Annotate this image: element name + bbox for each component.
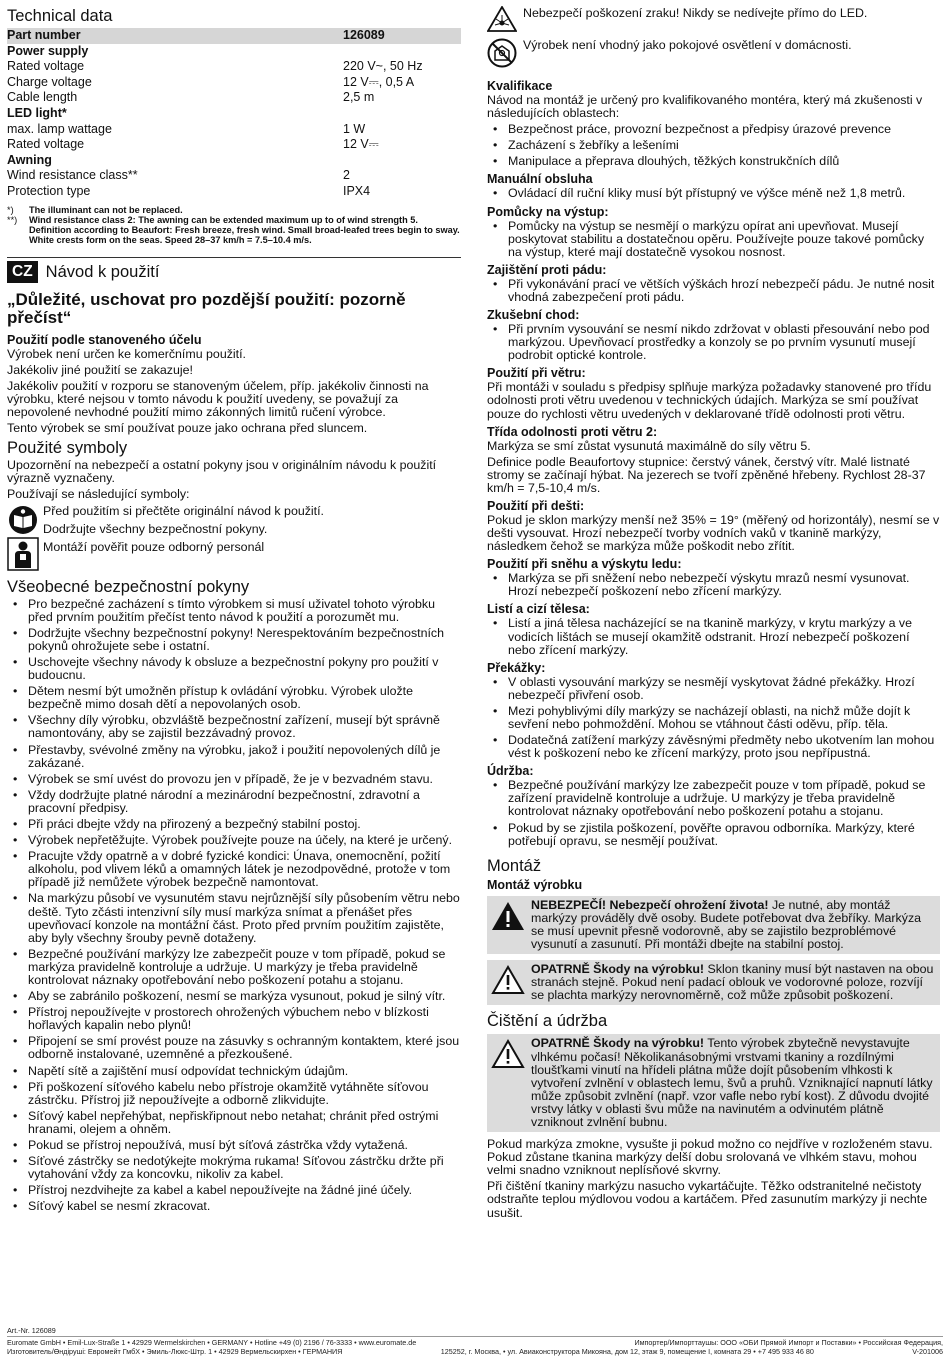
list-item: • Bezpečné používání markýzy lze zabezpečit pouze v tom případě, pokud se zařízení pravidelně kontroluje a udržuje. U markýzy je třeba pravidelně kontrolovat náznaky opotřebování nebo poškození potahu a stojanu.	[487, 779, 940, 818]
list-item: • Při poškození síťového kabelu nebo přístroje okamžitě vytáhněte síťovou zástrčku. Přístroj již nepoužívejte a odborně zlikvidujte.	[7, 1081, 461, 1107]
spec-row	[7, 137, 461, 153]
list-item: • Výrobek nepřetěžujte. Výrobek používejte pouze na účely, na které je určený.	[7, 834, 461, 847]
list-item: • Pokud se přístroj nepoužívá, musí být síťová zástrčka vždy vytažená.	[7, 1139, 461, 1152]
language-badge: CZ	[7, 261, 38, 283]
footer-art-nr: Art.-Nr. 126089	[7, 1326, 56, 1335]
footer-version: V-201006	[912, 1347, 943, 1356]
general-safety-heading: Všeobecné bezpečnostní pokyny	[7, 577, 250, 596]
spec-label: max. lamp wattage	[7, 121, 112, 136]
list-item: • Napětí sítě a zajištění musí odpovídat technickým údajům.	[7, 1065, 461, 1078]
list-item: • Pomůcky na výstup se nesmějí o markýzu opírat ani upevňovat. Musejí poskytovat stabilitu a dostatečnou opěru. Používejte pouze takové pomůcky na výstup, které mají dostatečně vysokou nosnost.	[487, 220, 940, 259]
list-item: • Výrobek se smí uvést do provozu jen v případě, že je v bezvadném stavu.	[7, 773, 461, 786]
footer-divider	[7, 1336, 943, 1337]
symbol-legend	[7, 505, 461, 573]
paragraph: Markýza se smí zůstat vysunutá maximálně do síly větru 5.	[487, 438, 811, 453]
list-item: • Ovládací díl ruční kliky musí být přístupný ve výšce méně než 1,8 metrů.	[487, 187, 940, 200]
paragraph: Definice podle Beaufortovy stupnice: čerstvý vánek, čerstvý vítr. Malé listnaté stromy se začínají hýbat. Na jezerech se tvoří zpěněné hřebeny. Rychlost 28-37 km/h = 7,5-10,4 m/s.	[487, 454, 926, 495]
spec-row	[7, 90, 461, 106]
spec-label: Awning	[7, 152, 52, 167]
paragraph: Pokud markýza zmokne, vysušte ji pokud možno co nejdříve v rozloženém stavu. Pokud zůstane tkanina markýzy delší dobu srolovaná ve vlhkém stavu, mohou velmi snadno vzniknout neplísňové skvrny.	[487, 1137, 933, 1178]
manual-operation-list	[487, 187, 940, 200]
household-lighting-warning-text: Výrobek není vhodný jako pokojové osvětlení v domácnosti.	[523, 38, 852, 52]
list-item: • Přístroj nepoužívejte v prostorech ohrožených výbuchem nebo v blízkosti hořlavých kapalin nebo plynů!	[7, 1006, 461, 1032]
spec-value: 220 V~, 50 Hz	[343, 59, 423, 74]
wind-class-heading: Třída odolnosti proti větru 2:	[487, 424, 658, 439]
general-safety-list	[7, 598, 461, 1214]
qualification-heading: Kvalifikace	[487, 79, 553, 93]
spec-group-row	[7, 106, 461, 122]
list-item: • Dodatečná zatížení markýzy závěsnými předměty nebo ukotvením lan mohou vést k poškození nebo ke zřícení markýzy, proto jsou nepřípustná.	[487, 734, 940, 760]
list-item: • Při prvním vysouvání se nesmí nikdo zdržovat v oblasti přesouvání nebo pod markýzou. Upevňovací prostředky a konzoly se po prvním vysunutí musejí podrobit optické kontrole.	[487, 323, 940, 362]
eye-damage-warning-text: Nebezpečí poškození zraku! Nikdy se nedívejte přímo do LED.	[523, 6, 868, 20]
paragraph: Jakékoliv použití v rozporu se stanoveným účelem, příp. jakékoliv činnosti na výrobku, které nejsou v tomto návodu k použití uvedeny, se považují za nepovolené nevhodné použití mimo zákonných limitů ručení výrobce.	[7, 378, 429, 420]
list-item: • Vždy dodržujte platné národní a mezinárodní bezpečnostní, zdravotní a pracovní předpisy.	[7, 789, 461, 815]
spec-row	[7, 184, 461, 200]
leaves-heading: Listí a cizí tělesa:	[487, 602, 590, 617]
spec-label: Protection type	[7, 183, 91, 198]
spec-label: Wind resistance class**	[7, 168, 138, 183]
spec-value: 1 W	[343, 121, 366, 136]
paragraph: Upozornění na nebezpečí a ostatní pokyny jsou v originálním návodu k použití výrazně vyznačeny.	[7, 458, 437, 486]
list-item: • Bezpečnost práce, provozní bezpečnost a předpisy úrazové prevence	[487, 123, 940, 136]
list-item: • Dětem nesmí být umožněn přístup k ovládání výrobku. Výrobek uložte bezpečně mimo dosah dětí a nepovolaných osob.	[7, 685, 461, 711]
page-footer	[7, 1326, 943, 1357]
list-item: • Na markýzu působí ve vysunutém stavu nejrůznější síly působením větru nebo deště. Tyto zčásti intenzivní síly musí markýza snímat a přenášet přes upevňovací konzole na montážní část. Proto před prvním použitím zajistěte, aby byly všechny šrouby pevně dotaženy.	[7, 892, 461, 944]
spec-label: Rated voltage	[7, 137, 85, 152]
climbing-aids-list	[487, 220, 940, 259]
intended-use-heading: Použití podle stanoveného účelu	[7, 332, 202, 347]
danger-warning-box	[487, 896, 940, 954]
wind-use-heading: Použití při větru:	[487, 366, 586, 381]
qualification-text: Návod na montáž je určený pro kvalifikovaného montéra, který má zkušenosti v následujících oblastech:	[487, 93, 923, 121]
spec-row	[7, 168, 461, 184]
assembly-heading: Montáž	[487, 856, 542, 875]
footer-importer: Импортер/Импорттаушы: ООО «ОБИ Прямой Импорт и Поставки» • Российская Федерация,	[634, 1337, 943, 1347]
obstacles-heading: Překážky:	[487, 660, 546, 675]
test-run-list	[487, 323, 940, 362]
symbol-description: Dodržujte všechny bezpečnostní pokyny.	[43, 521, 268, 536]
footnote-text: The illuminant can not be replaced.	[29, 204, 183, 215]
paragraph: Při čištění tkaniny markýzu nasucho vykartáčujte. Těžko odstranitelné nečistoty odstraňte teplou mýdlovou vodou a kartáčem. Před zasunutím markýzy ji nechte usušit.	[487, 1179, 928, 1220]
right-column	[487, 6, 940, 1223]
fall-protection-heading: Zajištění proti pádu:	[487, 262, 607, 277]
danger-text: Je nutné, aby montáž markýzy prováděly dvě osoby. Budete potřebovat dva žebříky. Markýza se musí upevnit přesně vodorovně, aby se zajistilo bezproblémové vysunutí a zasunutí. Při montáži dbejte na stabilní postoj.	[531, 897, 922, 952]
caution-warning-box	[487, 960, 940, 1005]
list-item: • Bezpečné používání markýzy lze zabezpečit pouze v tom případě, pokud se markýza pravidelně kontroluje a udržuje. U markýzy je třeba pravidelně kontrolovat náznaky opotřebování nebo poškození potahu a stojanu.	[7, 948, 461, 987]
spec-value: IPX4	[343, 183, 371, 198]
caution-icon	[491, 1037, 525, 1129]
footer-row-2	[7, 1347, 943, 1357]
maintenance-heading: Údržba:	[487, 764, 534, 779]
rain-use-heading: Použití při dešti:	[487, 498, 585, 513]
no-household-lighting-icon	[487, 38, 517, 68]
spec-value: 2,5 m	[343, 90, 375, 105]
list-item: • Uschovejte všechny návody k obsluze a bezpečnostní pokyny pro použití v budoucnu.	[7, 656, 461, 682]
list-item: • Mezi pohyblivými díly markýzy se nacházejí oblasti, na nichž může dojít k sevření nebo pohmoždění. Mohou se vtáhnout části oděvu, příp. těla.	[487, 705, 940, 731]
caution-icon	[491, 963, 525, 1002]
part-number-label: Part number	[7, 28, 81, 42]
cleaning-caution-label: OPATRNĚ Škody na výrobku!	[531, 1036, 705, 1051]
list-item: • Při vykonávání prací ve větších výškách hrozí nebezpečí pádu. Je nutné nosit vhodná zabezpečení proti pádu.	[487, 278, 940, 304]
part-number-value: 126089	[343, 28, 385, 42]
technical-data-title: Technical data	[7, 7, 113, 25]
test-run-heading: Zkušební chod:	[487, 308, 580, 323]
spec-row	[7, 59, 461, 75]
spec-row	[7, 75, 461, 91]
list-item: • Aby se zabránilo poškození, nesmí se markýza vysunout, pokud je silný vítr.	[7, 990, 461, 1003]
list-item: • Listí a jiná tělesa nacházející se na tkanině markýzy, v krytu markýzy a ve vodicích lištách se musejí okamžitě odstranit. Hrozí nebezpečí poškození nebo zřícení markýzy.	[487, 617, 940, 656]
cz-header	[7, 261, 461, 283]
wind-class-text	[487, 440, 940, 495]
paragraph: Jakékoliv jiné použití se zakazuje!	[7, 362, 193, 377]
manual-operation-heading: Manuální obsluha	[487, 172, 593, 187]
spec-label: Rated voltage	[7, 59, 85, 74]
list-item: • Přístroj nezdvihejte za kabel a kabel nepoužívejte na žádné jiné účely.	[7, 1184, 461, 1197]
footnote	[7, 215, 461, 246]
cleaning-caution-box	[487, 1034, 940, 1132]
list-item: • Síťový kabel nepřehýbat, nepřiskřipnout nebo netahat; chránit před ostrými hranami, olejem a ohněm.	[7, 1110, 461, 1136]
spec-label: Charge voltage	[7, 74, 92, 89]
assembly-subheading: Montáž výrobku	[487, 877, 583, 892]
footer-importer-address: 125252, г. Москва, • ул. Авиаконструктора Микояна, дом 12, этаж 9, помещение I, комната 29 • +7 495 933 46 80	[440, 1347, 814, 1356]
maintenance-list	[487, 779, 940, 847]
qualification-list	[487, 123, 940, 168]
symbols-heading: Použité symboly	[7, 439, 128, 458]
cleaning-heading: Čištění a údržba	[487, 1012, 608, 1031]
household-lighting-warning	[487, 38, 940, 68]
caution-label: OPATRNĚ Škody na výrobku!	[531, 962, 705, 977]
spec-label: Power supply	[7, 43, 89, 58]
list-item: • Připojení se smí provést pouze na zásuvky s ochranným kontaktem, které jsou odborně instalované, uzemněné a přezkoušené.	[7, 1035, 461, 1061]
obstacles-list	[487, 676, 940, 761]
paragraph: Používají se následující symboly:	[7, 487, 190, 502]
laser-warning-icon	[487, 6, 517, 32]
spec-value: 12 V⎓	[343, 137, 379, 152]
list-item: • Dodržujte všechny bezpečnostní pokyny! Nerespektováním bezpečnostních pokynů ohrožujete sebe i ostatní.	[7, 627, 461, 653]
list-item: • Pokud by se zjistila poškození, pověřte opravou odborníka. Markýzy, které potřebují opravu, se nesmějí používat.	[487, 822, 940, 848]
spec-table	[7, 28, 461, 200]
tech-notes	[7, 205, 461, 246]
snow-ice-list	[487, 572, 940, 598]
list-item: • Síťový kabel se nesmí zkracovat.	[7, 1200, 461, 1213]
list-item: • Všechny díly výrobku, obzvláště bezpečnostní zařízení, musejí být správně namontovány, aby se zajistil bezzávadný provoz.	[7, 714, 461, 740]
read-manual-icon	[7, 505, 39, 535]
fall-protection-list	[487, 278, 940, 304]
section-divider	[7, 257, 461, 258]
list-item: • Pro bezpečné zacházení s tímto výrobkem si musí uživatel tohoto výrobku před prvním použitím přečíst tento návod k použití a porozumět mu.	[7, 598, 461, 624]
symbol-icons	[7, 505, 43, 573]
spec-value: 12 V⎓, 0,5 A	[343, 74, 415, 89]
footer-row-1	[7, 1338, 943, 1348]
symbols-text	[7, 459, 461, 501]
paragraph: Tento výrobek se smí používat pouze jako ochrana před sluncem.	[7, 421, 368, 436]
spec-value: 2	[343, 168, 350, 183]
list-item: • V oblasti vysouvání markýzy se nesmějí vyskytovat žádné překážky. Hrozí nebezpečí přivření osob.	[487, 676, 940, 702]
footnote-mark: **)	[7, 214, 18, 225]
manual-title: Návod k použití	[45, 262, 160, 281]
qualified-personnel-icon	[7, 537, 39, 571]
intended-use-text	[7, 348, 461, 436]
wind-use-text: Při montáži v souladu s předpisy splňuje markýza požadavky stanovené pro třídu odolnosti proti větru uvedenou v technických údajích. Markýza se smí používat pouze do rychlosti větru uvedených v deklarované třídě odolnosti proti větru.	[487, 380, 932, 421]
footnote	[7, 205, 461, 215]
spec-row	[7, 122, 461, 138]
spec-group-row	[7, 44, 461, 60]
important-notice: „Důležité, uschovat pro pozdější použití: pozorně přečíst“	[7, 289, 406, 327]
rain-use-text: Pokud je sklon markýzy menší než 35% = 19° (měřený od horizontály), nesmí se v dešti vysouvat. Hrozí nebezpečí tvorby vodních vaků v tkanině markýzy, následkem čehož se markýza může poškodit nebo zřítit.	[487, 512, 940, 554]
eye-damage-warning	[487, 6, 940, 32]
cleaning-caution-text: Tento výrobek zbytečně nevystavujte vlhkému počasí! Několikanásobnými vrstvami tkaniny a rozdílnými tloušťkami vinutí na hřídeli plátna může dojít působením vlhkosti k vytvoření zvlnění v oblastech lemu, švů a pruhů. Vzniknající napnutí látky může způsobit zvlnění (např. vzor vafle nebo rybí kost). Z důvodu dvojité vrstvy látky v oblasti švu může na navinutém a odvinutém plátně vzniknout zvlnění bubnu.	[531, 1036, 933, 1129]
danger-label: NEBEZPEČÍ! Nebezpečí ohrožení života!	[531, 897, 769, 912]
list-item: • Zacházení s žebříky a lešeními	[487, 139, 940, 152]
spec-label: Cable length	[7, 90, 78, 105]
footer-manufacturer: Euromate GmbH • Emil-Lux-Straße 1 • 42929 Wermelskirchen • GERMANY • Hotline +49 (0) 2196 / 76-3333 • www.euromate.de	[7, 1337, 417, 1347]
footnote-mark: *)	[7, 204, 14, 215]
caution-text: Sklon tkaniny musí být nastaven na obou stranách stejně. Pokud není padací oblouk ve vodorovné poloze, rozvíjí se plachta markýzy nerovnoměrně, což může způsobit poškození.	[531, 962, 934, 1003]
spec-group-row	[7, 153, 461, 169]
list-item: • Pracujte vždy opatrně a v dobré fyzické kondici: Únava, onemocnění, požití alkoholu, pod vlivem léků a omamných látek je nezodpovědné, protože v tom případě již nemůžete výrobek bezpečně namontovat.	[7, 850, 461, 889]
list-item: • Přestavby, svévolné změny na výrobku, jakož i použití nepovolených dílů je zakázané.	[7, 744, 461, 770]
left-column	[7, 6, 461, 1217]
snow-ice-heading: Použití při sněhu a výskytu ledu:	[487, 557, 682, 572]
paragraph: Výrobek není určen ke komerčnímu použití.	[7, 346, 246, 361]
cleaning-text	[487, 1138, 940, 1220]
symbol-description: Před použitím si přečtěte originální návod k použití.	[43, 503, 325, 518]
leaves-list	[487, 617, 940, 656]
symbol-description: Montáží pověřit pouze odborný personál	[43, 539, 265, 554]
list-item: • Markýza se při sněžení nebo nebezpečí výskytu mrazů nesmí vysunovat. Hrozí nebezpečí poškození nebo zřícení markýzy.	[487, 572, 940, 598]
climbing-aids-heading: Pomůcky na výstup:	[487, 204, 609, 219]
footer-manufacturer-ru: Изготовитель/Өндіруші: Евромейт ГмбХ • Эмиль-Люкс-Штр. 1 • 42929 Вермельскирхен • ГЕРМАНИЯ	[7, 1347, 343, 1356]
footnote-text: Wind resistance class 2: The awning can be extended maximum up to of wind strength 5. Definition according to Beaufort: Fresh breeze, fresh wind. Small broad-leafed trees begin to sway. White crests form on the seas. Speed 28–37 km/h = 7.5–10.4 m/s.	[29, 214, 460, 246]
spec-label: LED light*	[7, 105, 67, 120]
list-item: • Síťové zástrčky se nedotýkejte mokrýma rukama! Síťovou zástrčku držte při vytahování vždy za koncovku, nikoliv za kabel.	[7, 1155, 461, 1181]
spec-header-row	[7, 28, 461, 44]
danger-icon	[491, 899, 525, 951]
list-item: • Při práci dbejte vždy na přirozený a bezpečný stabilní postoj.	[7, 818, 461, 831]
list-item: • Manipulace a přeprava dlouhých, těžkých konstrukčních dílů	[487, 155, 940, 168]
